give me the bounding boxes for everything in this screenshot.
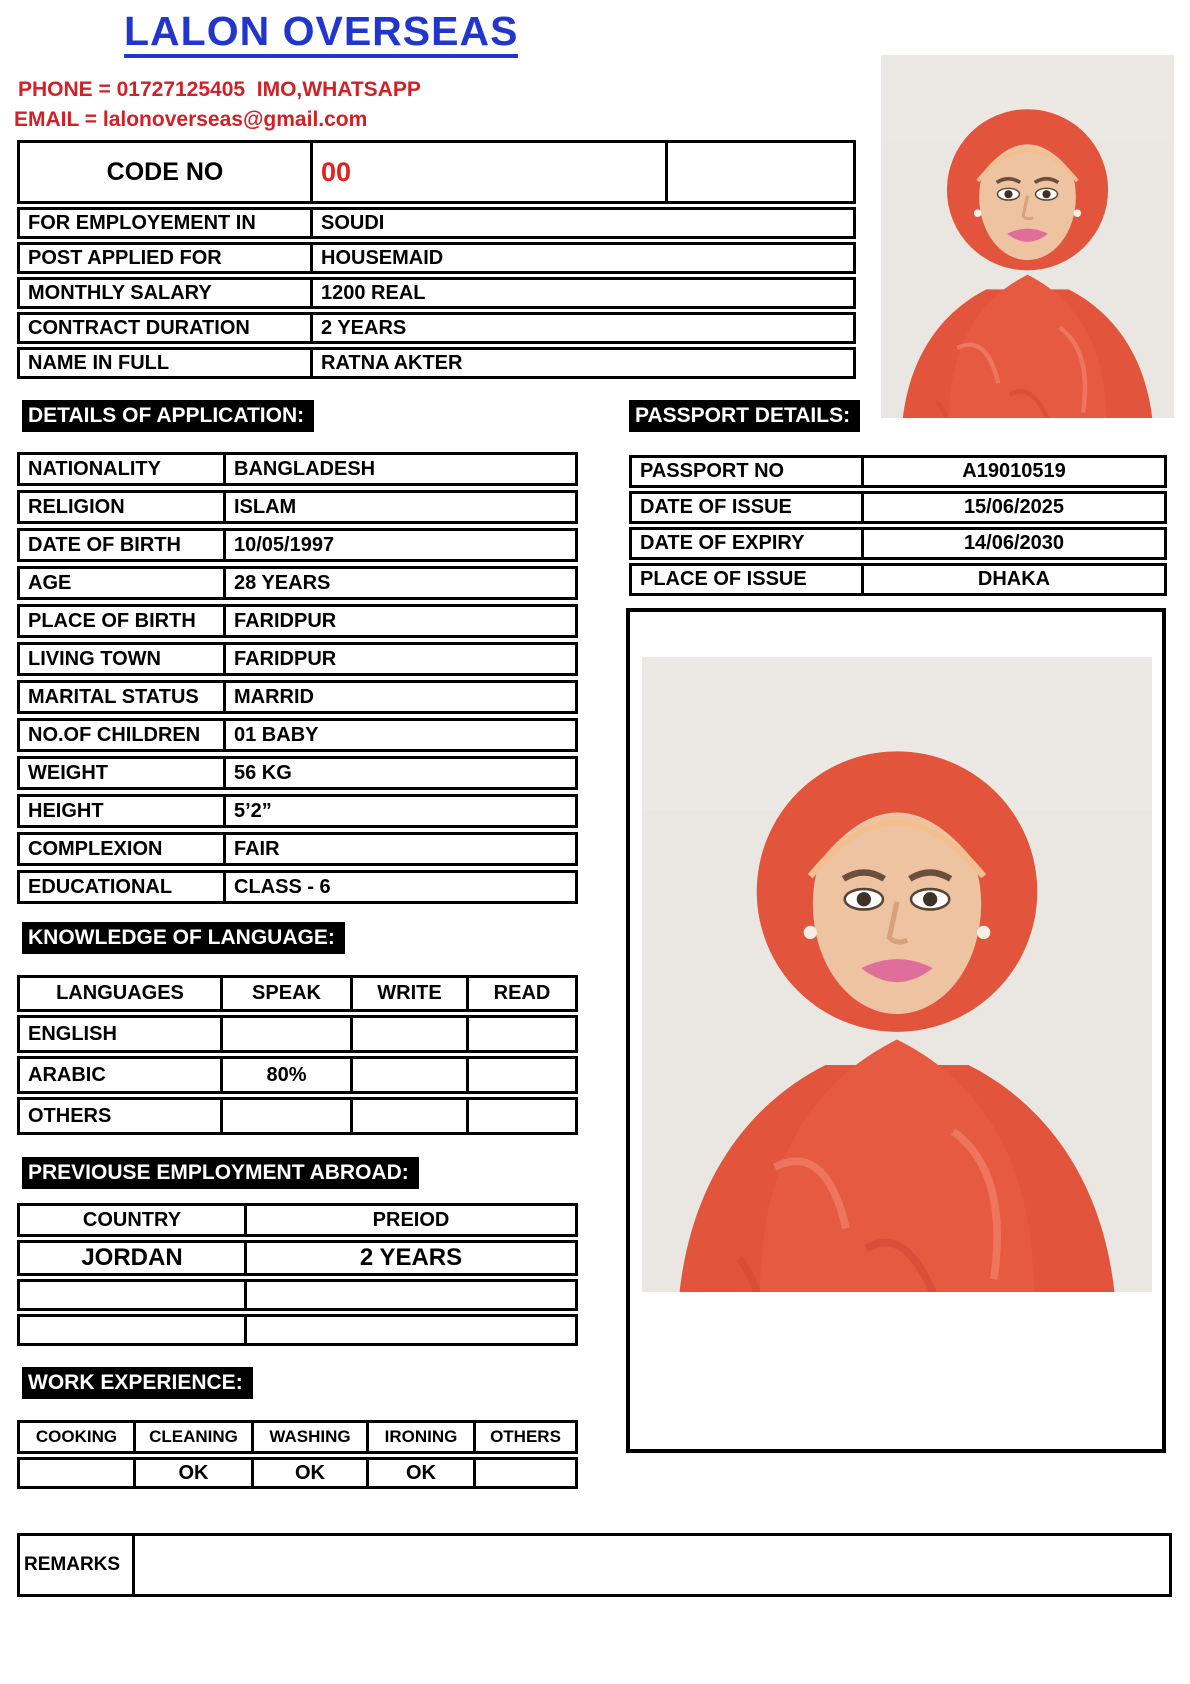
field-label: AGE bbox=[28, 571, 72, 594]
field-value: 14/06/2030 bbox=[861, 530, 1164, 557]
employment-table bbox=[17, 1203, 578, 1346]
table-row bbox=[17, 1097, 578, 1135]
language-name: OTHERS bbox=[28, 1104, 112, 1127]
field-value: 5’2” bbox=[223, 797, 575, 825]
remarks-label: REMARKS bbox=[24, 1554, 121, 1575]
speak-value: 80% bbox=[220, 1059, 350, 1091]
field-value: CLASS - 6 bbox=[223, 873, 575, 901]
table-row bbox=[17, 756, 578, 790]
table-row bbox=[17, 1279, 578, 1311]
field-value: 28 YEARS bbox=[223, 569, 575, 597]
column-header: OTHERS bbox=[473, 1423, 575, 1451]
period-value: 2 YEARS bbox=[244, 1243, 575, 1273]
section-heading-passport: PASSPORT DETAILS: bbox=[629, 400, 860, 432]
table-row bbox=[17, 1056, 578, 1094]
work-value: OK bbox=[366, 1460, 473, 1486]
column-header: WASHING bbox=[251, 1423, 366, 1451]
table-row bbox=[17, 870, 578, 904]
field-label: POST APPLIED FOR bbox=[28, 246, 222, 269]
table-row bbox=[17, 312, 856, 344]
table-row bbox=[17, 452, 578, 486]
section-heading-language: KNOWLEDGE OF LANGUAGE: bbox=[22, 922, 345, 954]
table-row bbox=[17, 1457, 578, 1489]
field-value: 00 bbox=[310, 143, 665, 201]
column-header: COOKING bbox=[35, 1427, 118, 1446]
column-header: SPEAK bbox=[220, 978, 350, 1009]
field-label: CONTRACT DURATION bbox=[28, 316, 250, 339]
field-label: FOR EMPLOYEMENT IN bbox=[28, 211, 256, 234]
field-label: PLACE OF ISSUE bbox=[640, 568, 807, 590]
table-row bbox=[17, 642, 578, 676]
column-header: WRITE bbox=[350, 978, 466, 1009]
table-row bbox=[17, 718, 578, 752]
column-header: PREIOD bbox=[244, 1206, 575, 1234]
period-value bbox=[244, 1282, 575, 1308]
table-row bbox=[17, 832, 578, 866]
field-label: DATE OF ISSUE bbox=[640, 496, 792, 518]
read-value bbox=[466, 1100, 575, 1132]
field-label: PASSPORT NO bbox=[640, 460, 785, 482]
write-value bbox=[350, 1100, 466, 1132]
remarks-row bbox=[17, 1533, 1172, 1597]
work-value bbox=[20, 1460, 133, 1486]
country-value bbox=[20, 1317, 244, 1343]
section-heading-work: WORK EXPERIENCE: bbox=[22, 1367, 253, 1399]
agency-title: LALON OVERSEAS bbox=[124, 10, 518, 58]
field-label: MONTHLY SALARY bbox=[28, 281, 212, 304]
phone-line: PHONE = 01727125405 IMO,WHATSAPP bbox=[18, 78, 421, 101]
language-name: ENGLISH bbox=[28, 1022, 117, 1045]
table-row bbox=[17, 1314, 578, 1346]
table-header-row bbox=[17, 1420, 578, 1454]
table-row bbox=[629, 527, 1167, 560]
field-value: RATNA AKTER bbox=[310, 350, 853, 376]
field-value: ISLAM bbox=[223, 493, 575, 521]
column-header: READ bbox=[466, 978, 575, 1009]
field-value: MARRID bbox=[223, 683, 575, 711]
field-value: 10/05/1997 bbox=[223, 531, 575, 559]
field-label: NAME IN FULL bbox=[28, 351, 170, 374]
field-value: FARIDPUR bbox=[223, 645, 575, 673]
field-value: HOUSEMAID bbox=[310, 245, 853, 271]
work-value: OK bbox=[133, 1460, 251, 1486]
work-value: OK bbox=[251, 1460, 366, 1486]
table-row bbox=[17, 528, 578, 562]
field-label: DATE OF BIRTH bbox=[28, 533, 181, 556]
read-value bbox=[466, 1059, 575, 1091]
period-value bbox=[244, 1317, 575, 1343]
details-table bbox=[17, 452, 578, 904]
field-label: COMPLEXION bbox=[28, 837, 163, 860]
field-label: MARITAL STATUS bbox=[28, 685, 199, 708]
read-value bbox=[466, 1018, 575, 1050]
country-value bbox=[20, 1282, 244, 1308]
passport-table bbox=[629, 455, 1167, 596]
table-row bbox=[17, 794, 578, 828]
field-label: RELIGION bbox=[28, 495, 125, 518]
table-row bbox=[17, 140, 856, 204]
column-header: IRONING bbox=[366, 1423, 473, 1451]
table-row bbox=[17, 680, 578, 714]
remarks-value bbox=[132, 1536, 1169, 1594]
field-label: DATE OF EXPIRY bbox=[640, 532, 805, 554]
field-value: DHAKA bbox=[861, 566, 1164, 593]
field-value: 01 BABY bbox=[223, 721, 575, 749]
work-value bbox=[473, 1460, 575, 1486]
empty-cell bbox=[665, 143, 853, 201]
section-heading-details: DETAILS OF APPLICATION: bbox=[22, 400, 314, 432]
table-row bbox=[17, 277, 856, 309]
table-row bbox=[17, 347, 856, 379]
field-label: EDUCATIONAL bbox=[28, 875, 173, 898]
field-value: SOUDI bbox=[310, 210, 853, 236]
field-value: FARIDPUR bbox=[223, 607, 575, 635]
field-value: A19010519 bbox=[861, 458, 1164, 485]
field-label: NATIONALITY bbox=[28, 457, 161, 480]
country-value: JORDAN bbox=[81, 1244, 183, 1271]
speak-value bbox=[220, 1100, 350, 1132]
table-row bbox=[17, 1015, 578, 1053]
write-value bbox=[350, 1059, 466, 1091]
email-line: EMAIL = lalonoverseas@gmail.com bbox=[14, 108, 368, 131]
table-header-row bbox=[17, 1203, 578, 1237]
speak-value bbox=[220, 1018, 350, 1050]
column-header: LANGUAGES bbox=[56, 982, 184, 1004]
field-value: 56 KG bbox=[223, 759, 575, 787]
field-value: BANGLADESH bbox=[223, 455, 575, 483]
table-row bbox=[17, 207, 856, 239]
table-row bbox=[17, 242, 856, 274]
table-header-row bbox=[17, 975, 578, 1012]
work-table bbox=[17, 1420, 578, 1489]
column-header: CLEANING bbox=[133, 1423, 251, 1451]
table-row bbox=[17, 566, 578, 600]
field-label: NO.OF CHILDREN bbox=[28, 723, 201, 746]
field-value: 15/06/2025 bbox=[861, 494, 1164, 521]
column-header: COUNTRY bbox=[82, 1208, 182, 1231]
field-value: 1200 REAL bbox=[310, 280, 853, 306]
field-label: LIVING TOWN bbox=[28, 647, 161, 670]
table-row bbox=[629, 563, 1167, 596]
table-row bbox=[629, 491, 1167, 524]
field-label: HEIGHT bbox=[28, 799, 104, 822]
section-heading-employment: PREVIOUSE EMPLOYMENT ABROAD: bbox=[22, 1157, 419, 1189]
field-label: WEIGHT bbox=[28, 761, 108, 784]
table-row bbox=[17, 604, 578, 638]
field-label: PLACE OF BIRTH bbox=[28, 609, 196, 632]
table-row bbox=[629, 455, 1167, 488]
write-value bbox=[350, 1018, 466, 1050]
table-row bbox=[17, 1240, 578, 1276]
field-value: FAIR bbox=[223, 835, 575, 863]
summary-table bbox=[17, 140, 856, 379]
language-table bbox=[17, 975, 578, 1135]
field-label: CODE NO bbox=[106, 157, 224, 186]
language-name: ARABIC bbox=[28, 1063, 106, 1086]
table-row bbox=[17, 490, 578, 524]
field-value: 2 YEARS bbox=[310, 315, 853, 341]
photo-frame bbox=[626, 608, 1166, 1453]
applicant-photo-large bbox=[642, 657, 1152, 1292]
applicant-photo-small bbox=[881, 55, 1174, 418]
